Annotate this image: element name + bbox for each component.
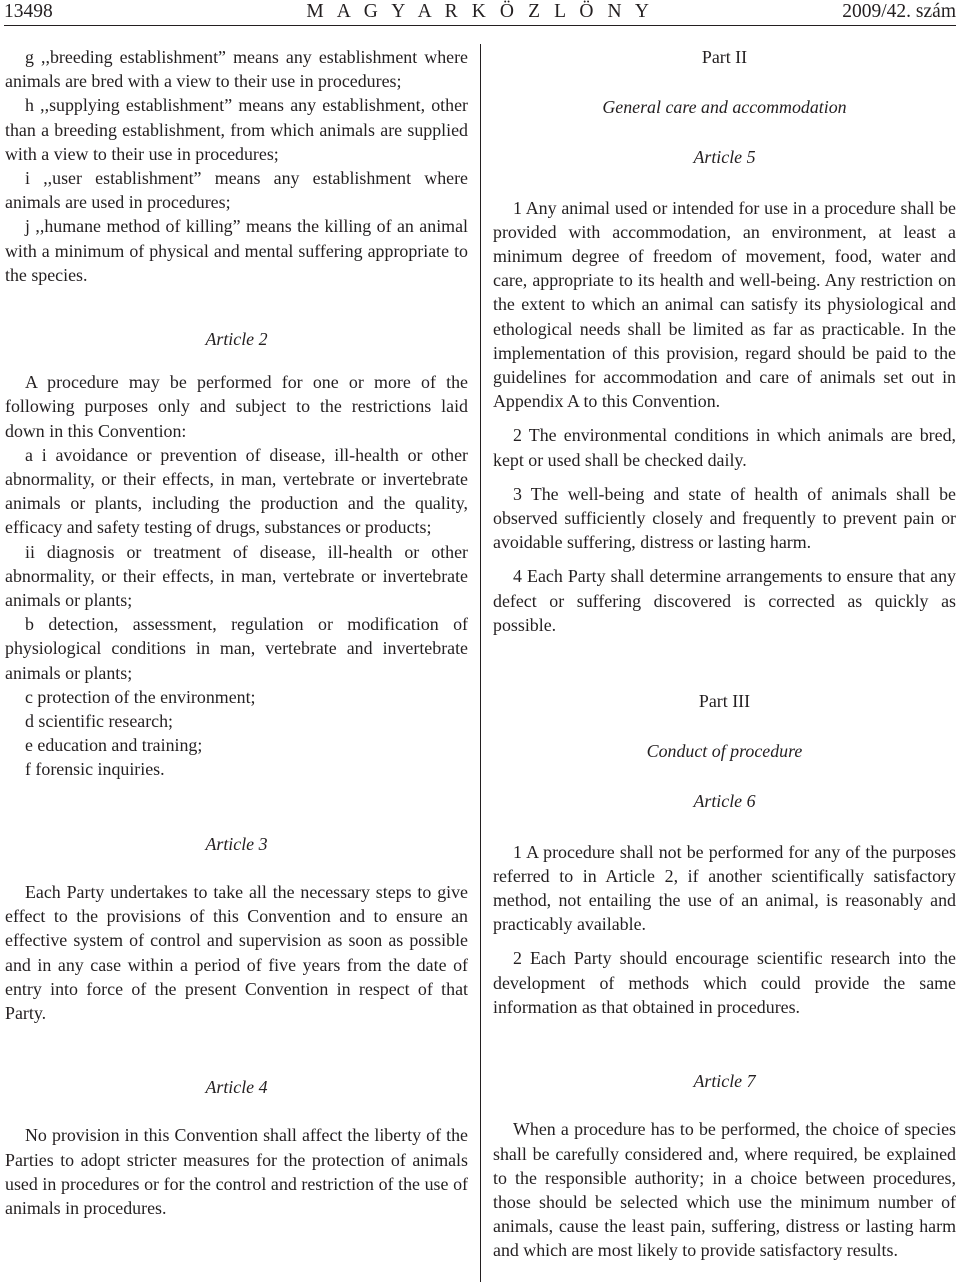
article-2-item-c: c protection of the environment; — [25, 686, 256, 707]
article-5-paragraph-3: 3 The well-being and state of health of animals shall be observed sufficiently closely and frequently to prevent pain or avoidable suffering, distress or lasting harm. — [493, 483, 956, 553]
article-7-heading: Article 7 — [693, 1071, 756, 1092]
article-3-text: Each Party undertakes to take all the necessary steps to give effect to the provisions of this Convention and to ensure an effective system of control and supervision as soon as possible and in any case within a period of five years from the date of entry into force of the present Convention in respect of that Party. — [5, 881, 468, 1023]
page-header — [4, 1, 956, 26]
article-5-paragraph-4: 4 Each Party shall determine arrangements to ensure that any defect or suffering discovered is corrected as quickly as possible. — [493, 566, 956, 635]
definition-item-g: g ,,breeding establishment” means any establishment where animals are bred with a view to their use in procedures; — [5, 47, 468, 92]
article-2-intro: A procedure may be performed for one or more of the following purposes only and subject to the restrictions laid down in this Convention: — [5, 372, 468, 441]
part-3-subtitle: Conduct of procedure — [646, 741, 803, 762]
right-column — [493, 45, 956, 1263]
article-2-item-b: b detection, assessment, regulation or modification of physiological conditions in man, vertebrate and invertebrate animals or plants; — [5, 614, 468, 683]
journal-title: M A G Y A R K Ö Z L Ö N Y — [306, 1, 654, 22]
part-3-label: Part III — [698, 691, 751, 712]
article-2-item-d: d scientific research; — [25, 711, 174, 732]
article-2-heading: Article 2 — [205, 329, 268, 350]
column-divider — [480, 44, 481, 1282]
article-6-heading: Article 6 — [693, 791, 756, 812]
article-2-item-e: e education and training; — [25, 735, 203, 756]
part-2-label: Part II — [701, 47, 748, 67]
article-2-item-f: f forensic inquiries. — [25, 759, 165, 780]
article-2-item-a-ii: ii diagnosis or treatment of disease, ill-health or other abnormality, or their effects, in man, vertebrate or invertebrate animals or plants; — [5, 541, 468, 611]
article-4-text: No provision in this Convention shall affect the liberty of the Parties to adopt stricter measures for the protection of animals used in procedures or for the control and restriction of the use of animals in procedures. — [5, 1125, 468, 1218]
page-number: 13498 — [4, 1, 53, 22]
article-7-text: When a procedure has to be performed, the choice of species shall be carefully considered and, where required, be explained to the responsible authority; in a choice between procedures, those should be selected which use the minimum number of animals, cause the least pain, suffering, distress or lasting harm and which are most likely to provide satisfactory results. — [493, 1119, 956, 1261]
part-2-subtitle: General care and accommodation — [602, 97, 847, 118]
left-column — [5, 45, 468, 1220]
issue-number: 2009/42. szám — [842, 1, 956, 22]
article-5-paragraph-1: 1 Any animal used or intended for use in a procedure shall be provided with accommodation, an environment, at least a minimum degree of freedom of movement, food, water and care, appropriate to its health and well-being. Any restriction on the extent to which an animal can satisfy its physiological and ethological needs shall be limited as far as practicable. In the implementation of this provision, regard should be paid to the guidelines for accommodation and care of animals set out in Appendix A to this Convention. — [493, 197, 956, 412]
article-4-heading: Article 4 — [205, 1077, 268, 1098]
article-5-heading: Article 5 — [693, 147, 756, 168]
article-3-heading: Article 3 — [205, 833, 268, 854]
definition-item-i: i ,,user establishment” means any establishment where animals are used in procedures; — [5, 168, 468, 213]
definition-item-j: j ,,humane method of killing” means the killing of an animal with a minimum of physical and mental suffering appropriate to the species. — [5, 216, 468, 285]
article-6-paragraph-2: 2 Each Party should encourage scientific research into the development of methods which could provide the same information as that obtained in procedures. — [493, 948, 956, 1017]
article-6-paragraph-1: 1 A procedure shall not be performed for any of the purposes referred to in Article 2, if another scientifically satisfactory method, not entailing the use of an animal, is reasonably and practicably available. — [493, 841, 956, 935]
article-2-item-a-i: a i avoidance or prevention of disease, ill-health or other abnormality, or their effects, in man, vertebrate or invertebrate animals or plants, including the production and the quality, efficacy and safety testing of drugs, substances or products; — [5, 444, 468, 538]
definition-item-h: h ,,supplying establishment” means any establishment, other than a breeding establishment, from which animals are supplied with a view to their use in procedures; — [5, 95, 468, 164]
article-5-paragraph-2: 2 The environmental conditions in which animals are bred, kept or used shall be checked daily. — [493, 425, 956, 470]
